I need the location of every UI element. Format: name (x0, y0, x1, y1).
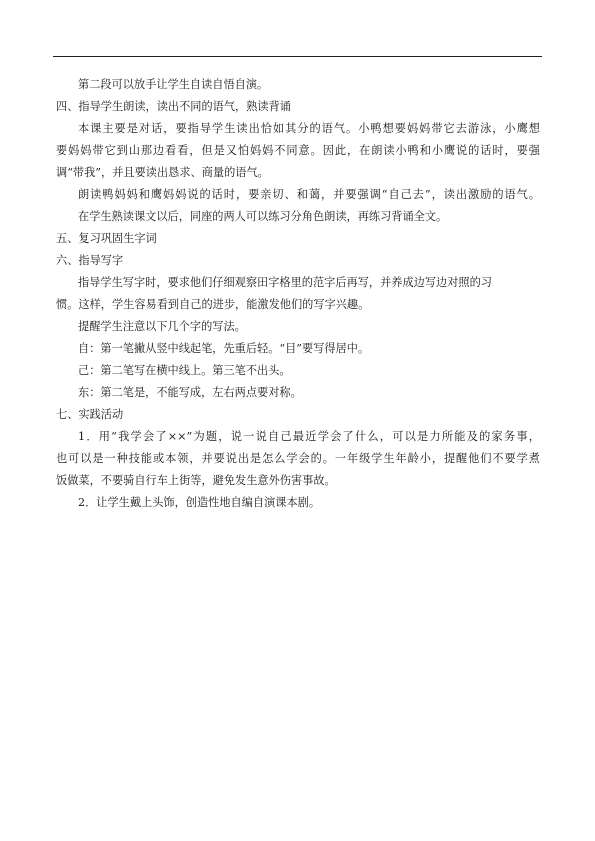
paragraph-line: 朗读鸭妈妈和鹰妈妈说的话时，要亲切、和蔼，并要强调“自己去”，读出激励的语气。 (78, 188, 540, 201)
document-body (56, 74, 540, 514)
paragraph-line: 饭做菜，不要骑自行车上街等，避免发生意外伤害事故。 (56, 474, 336, 487)
paragraph-line: 1．用“我学会了××”为题，说一说自己最近学会了什么，可以是力所能及的家务事， (78, 430, 540, 443)
header-rule (53, 56, 542, 57)
paragraph-line: 惯。这样，学生容易看到自己的进步，能激发他们的写字兴趣。 (56, 298, 370, 311)
paragraph-line: 第二段可以放手让学生自读自悟自演。 (78, 78, 269, 91)
paragraph-line: 本课主要是对话，要指导学生读出恰如其分的语气。小鸭想要妈妈带它去游泳，小鹰想 (78, 122, 540, 135)
paragraph-line: 自：第一笔撇从竖中线起笔，先重后轻。“目”要写得居中。 (78, 342, 370, 355)
paragraph-line: 指导学生写字时，要求他们仔细观察田字格里的范字后再写，并养成边写边对照的习 (78, 276, 492, 289)
paragraph-line: 东：第二笔是，不能写成，左右两点要对称。 (78, 386, 302, 399)
section-heading: 六、指导写字 (56, 254, 124, 267)
section-heading: 五、复习巩固生字词 (56, 232, 157, 245)
section-heading: 四、指导学生朗读，读出不同的语气，熟读背诵 (56, 100, 291, 113)
paragraph-line: 也可以是一种技能或本领，并要说出是怎么学会的。一年级学生年龄小，提醒他们不要学煮 (56, 452, 540, 465)
section-heading: 七、实践活动 (56, 408, 124, 421)
paragraph-line: 调“带我”，并且要读出恳求、商量的语气。 (56, 166, 269, 179)
paragraph-line: 己：第二笔写在横中线上。第三笔不出头。 (78, 364, 291, 377)
paragraph-line: 要妈妈带它到山那边看看，但是又怕妈妈不同意。因此，在朗读小鸭和小鹰说的话时，要强 (56, 144, 540, 157)
paragraph-line: 在学生熟读课文以后，同座的两人可以练习分角色朗读，再练习背诵全文。 (78, 210, 448, 223)
paragraph-line: 2．让学生戴上头饰，创造性地自编自演课本剧。 (78, 496, 321, 509)
paragraph-line: 提醒学生注意以下几个字的写法。 (78, 320, 246, 333)
